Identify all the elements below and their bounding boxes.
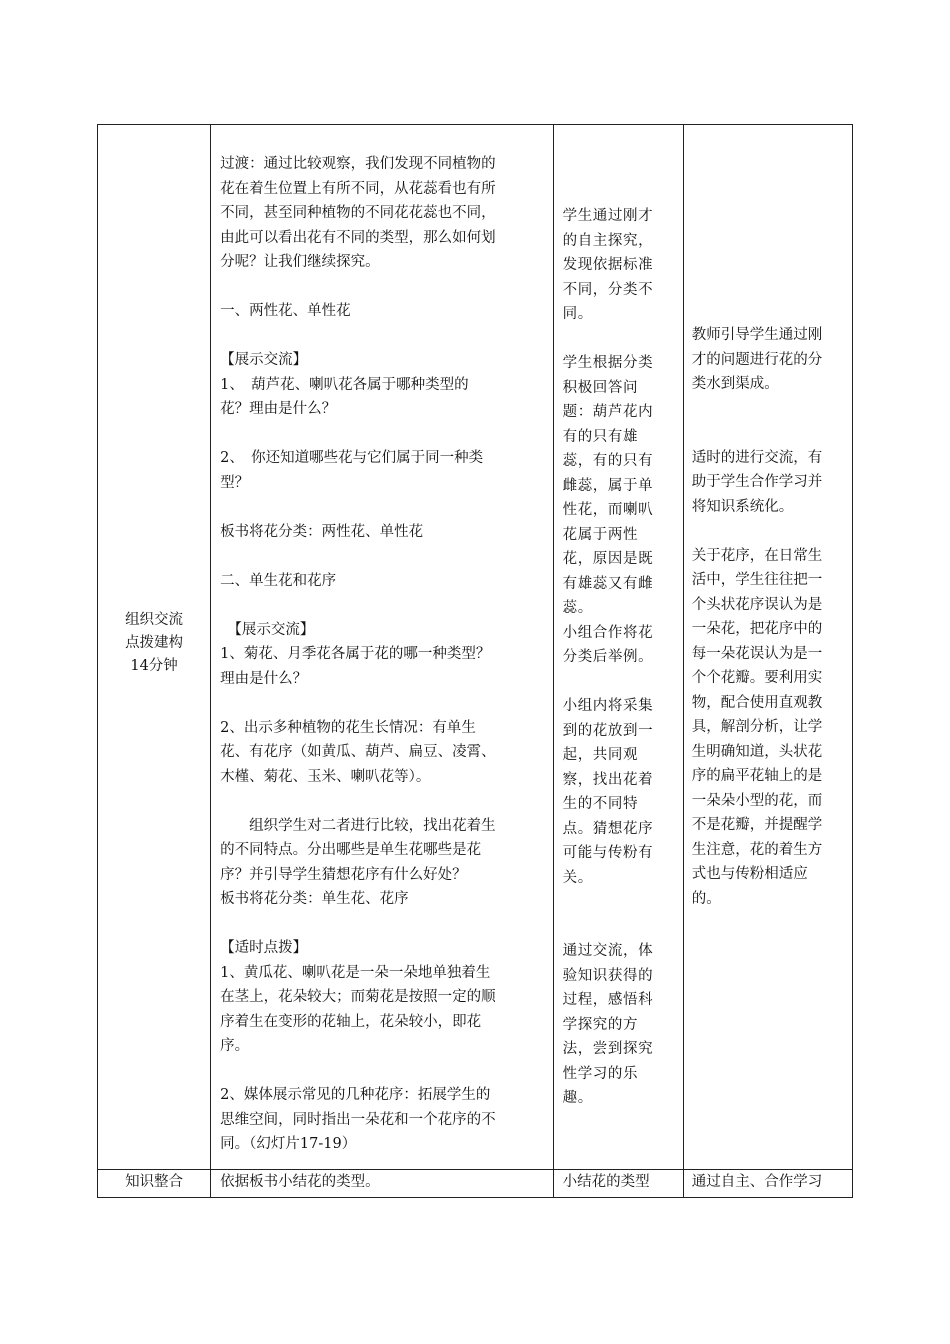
text-line: 2、 你还知道哪些花与它们属于同一种类 bbox=[220, 450, 484, 466]
text-line: 序？并引导学生猜想花序有什么好处？ bbox=[220, 866, 467, 883]
text-line: 二、单生花和花序 bbox=[220, 572, 337, 589]
text-line: 蕊，有的只有 bbox=[562, 453, 654, 469]
text-line bbox=[563, 890, 683, 915]
text-line: 性花，而喇叭 bbox=[562, 502, 654, 518]
text-line: 一朵朵小型的花，而 bbox=[691, 792, 823, 809]
text-line: 【适时点拨】 bbox=[220, 940, 308, 956]
text-line: 可能与传粉有 bbox=[562, 845, 654, 861]
text-line: 2、出示多种植物的花生长情况：有单生 bbox=[220, 719, 476, 736]
text-line: 类水到渠成。 bbox=[691, 376, 779, 392]
text-line bbox=[563, 327, 683, 352]
text-line: 由此可以看出花有不同的类型，那么如何划 bbox=[220, 229, 496, 246]
text-line: 通过交流，体 bbox=[562, 943, 654, 959]
student-activity-cell bbox=[553, 125, 683, 1170]
text-line: 生注意，花的着生方 bbox=[691, 841, 823, 858]
text-line: 不同，甚至同种植物的不同花花蕊也不同， bbox=[220, 205, 496, 221]
text-line: 花属于两性 bbox=[562, 526, 639, 543]
text-line: 木槿、菊花、玉米、喇叭花等）。 bbox=[220, 768, 431, 785]
text-line: 的。 bbox=[691, 890, 721, 907]
text-line: 点。猜想花序 bbox=[562, 820, 654, 837]
text-line: 分类后举例。 bbox=[562, 649, 654, 665]
text-line bbox=[220, 1059, 552, 1084]
text-line: 个个花瓣。要利用实 bbox=[691, 670, 823, 686]
text-line: 思维空间，同时指出一朵花和一个花序的不 bbox=[220, 1111, 496, 1128]
design-intent-text bbox=[684, 125, 852, 911]
text-line: 【展示交流】 bbox=[220, 352, 308, 368]
text-line: 学生根据分类 bbox=[562, 355, 654, 371]
text-line: 每一朵花误认为是一 bbox=[691, 645, 823, 662]
summary-intent: 通过自主、合作学习 bbox=[691, 1174, 823, 1190]
stage-line: 点拨建构 bbox=[125, 635, 184, 651]
text-line: 发现依据标准 bbox=[562, 257, 654, 273]
text-line: 助于学生合作学习并 bbox=[691, 474, 823, 490]
text-line: 个头状花序误认为是 bbox=[691, 596, 823, 613]
text-line bbox=[220, 422, 552, 447]
text-line: 活中，学生往往把一 bbox=[691, 572, 823, 588]
summary-row bbox=[98, 1170, 853, 1198]
text-line: 生的不同特 bbox=[562, 796, 639, 812]
text-line: 序着生在变形的花轴上，花朵较小，即花 bbox=[220, 1013, 482, 1030]
text-line: 学生通过刚才 bbox=[562, 208, 654, 224]
text-line: 适时的进行交流，有 bbox=[691, 449, 823, 466]
stage-line: 组织交流 bbox=[125, 612, 184, 628]
text-line: 【展示交流】 bbox=[220, 621, 315, 638]
text-line: 关于花序，在日常生 bbox=[691, 547, 823, 564]
text-line: 性学习的乐 bbox=[562, 1065, 639, 1082]
text-line: 物，配合使用直观教 bbox=[691, 694, 823, 711]
text-line bbox=[220, 691, 552, 716]
teacher-activity-text bbox=[211, 125, 552, 1157]
text-line: 法，尝到探究 bbox=[562, 1041, 654, 1057]
text-line: 蕊。 bbox=[562, 600, 593, 616]
text-line: 有的只有雄 bbox=[562, 428, 639, 445]
text-line: 起，共同观 bbox=[562, 747, 639, 763]
text-line bbox=[563, 915, 683, 940]
summary-teacher-cell bbox=[211, 1170, 553, 1198]
text-line bbox=[220, 593, 552, 618]
text-line: 序的扁平花轴上的是 bbox=[691, 768, 823, 784]
text-line bbox=[220, 324, 552, 349]
summary-stage-cell bbox=[98, 1170, 211, 1198]
text-line: 的自主探究， bbox=[562, 232, 654, 249]
summary-teacher: 依据板书小结花的类型。 bbox=[220, 1174, 380, 1190]
text-line: 分呢？让我们继续探究。 bbox=[220, 254, 380, 270]
lesson-plan-table bbox=[97, 124, 853, 1198]
text-line: 1、黄瓜花、喇叭花是一朵一朵地单独着生 bbox=[220, 964, 491, 981]
text-line: 雌蕊，属于单 bbox=[562, 477, 654, 494]
text-line: 过程，感悟科 bbox=[562, 992, 654, 1008]
text-line: 有雄蕊又有雌 bbox=[562, 575, 654, 592]
text-line bbox=[563, 670, 683, 695]
text-line: 才的问题进行花的分 bbox=[691, 351, 823, 368]
text-line: 组织学生对二者进行比较，找出花着生 bbox=[220, 817, 496, 834]
stage-cell bbox=[98, 125, 211, 1170]
text-line: 具，解剖分析，让学 bbox=[691, 719, 823, 735]
student-activity-text bbox=[554, 125, 683, 1111]
main-row bbox=[98, 125, 853, 1170]
text-line: 教师引导学生通过刚 bbox=[691, 327, 823, 343]
stage-label bbox=[98, 609, 210, 678]
text-line: 不是花瓣，并提醒学 bbox=[691, 817, 823, 833]
text-line: 小组内将采集 bbox=[562, 698, 654, 714]
text-line: 板书将花分类：单生花、花序 bbox=[220, 891, 409, 907]
design-intent-cell bbox=[683, 125, 852, 1170]
text-line: 题：葫芦花内 bbox=[562, 404, 654, 420]
text-line: 将知识系统化。 bbox=[691, 498, 794, 515]
text-line bbox=[220, 912, 552, 937]
text-line: 花在着生位置上有所不同，从花蕊看也有所 bbox=[220, 180, 496, 197]
text-line: 一朵花，把花序中的 bbox=[691, 621, 823, 637]
text-line: 理由是什么？ bbox=[220, 670, 308, 687]
text-line: 2、媒体展示常见的几种花序：拓展学生的 bbox=[220, 1087, 491, 1103]
text-line: 验知识获得的 bbox=[562, 967, 654, 984]
text-line: 到的花放到一 bbox=[562, 722, 654, 739]
text-line: 同。 bbox=[562, 306, 593, 322]
text-line bbox=[220, 495, 552, 520]
text-line: 一、两性花、单性花 bbox=[220, 303, 351, 319]
text-line: 型？ bbox=[220, 474, 250, 491]
text-line: 趣。 bbox=[562, 1090, 593, 1106]
text-line: 同。（幻灯片17-19） bbox=[220, 1136, 357, 1152]
text-line: 积极回答问 bbox=[562, 379, 639, 396]
summary-student: 小结花的类型 bbox=[562, 1174, 650, 1190]
text-line: 生明确知道，头状花 bbox=[691, 743, 823, 760]
text-line: 式也与传粉相适应 bbox=[691, 866, 808, 882]
text-line bbox=[692, 421, 852, 446]
text-line: 板书将花分类：两性花、单性花 bbox=[220, 523, 424, 540]
text-line: 关。 bbox=[562, 869, 593, 886]
text-line bbox=[220, 544, 552, 569]
text-line: 1、菊花、月季花各属于花的哪一种类型？ bbox=[220, 646, 491, 662]
text-line: 花、有花序（如黄瓜、葫芦、扁豆、凌霄、 bbox=[220, 744, 496, 760]
text-line: 的不同特点。分出哪些是单生花哪些是花 bbox=[220, 842, 482, 858]
text-line bbox=[220, 275, 552, 300]
text-line: 小组合作将花 bbox=[562, 624, 654, 641]
text-line: 过渡：通过比较观察，我们发现不同植物的 bbox=[220, 156, 496, 172]
text-line: 不同，分类不 bbox=[562, 281, 654, 298]
text-line: 学探究的方 bbox=[562, 1016, 639, 1033]
stage-line: 14分钟 bbox=[130, 658, 178, 674]
text-line bbox=[692, 519, 852, 544]
text-line: 序。 bbox=[220, 1038, 250, 1054]
text-line bbox=[220, 789, 552, 814]
summary-intent-cell bbox=[683, 1170, 852, 1198]
text-line: 花，原因是既 bbox=[562, 551, 654, 567]
teacher-activity-cell bbox=[211, 125, 553, 1170]
text-line: 1、 葫芦花、喇叭花各属于哪种类型的 bbox=[220, 376, 469, 393]
summary-student-cell bbox=[553, 1170, 683, 1198]
text-line bbox=[692, 397, 852, 422]
text-line: 察，找出花着 bbox=[562, 771, 654, 788]
text-line: 花？理由是什么？ bbox=[220, 401, 337, 417]
text-line: 在茎上，花朵较大；而菊花是按照一定的顺 bbox=[220, 989, 496, 1005]
summary-stage: 知识整合 bbox=[125, 1174, 184, 1190]
